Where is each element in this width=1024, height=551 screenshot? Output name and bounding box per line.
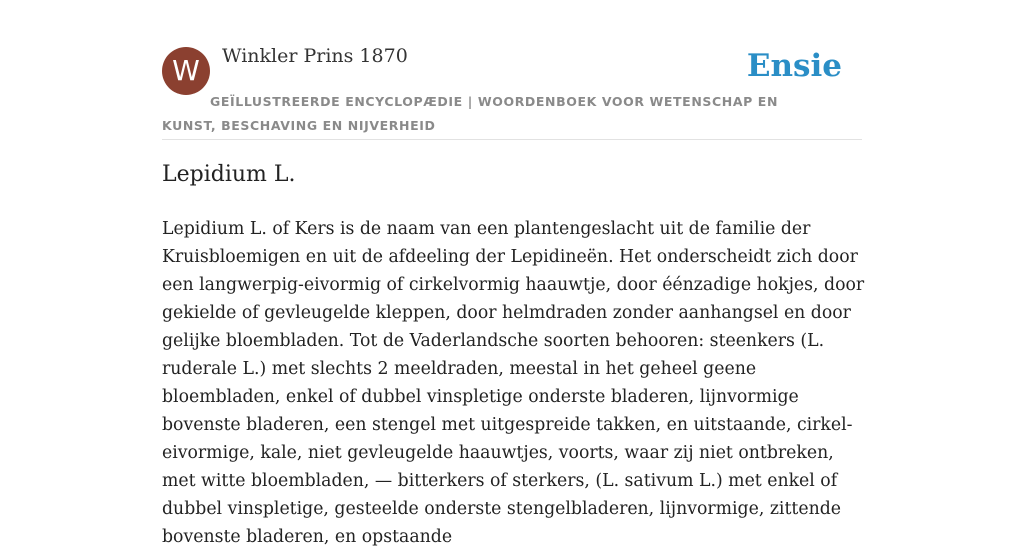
entry-body: Lepidium L. of Kers is de naam van een plantengeslacht uit de familie der Kruisbloemigen en uit de afdeeling der Lepidineën. Het onderscheidt zich door een langwerpig-eivormig of cirkelvormig haauwtje, door éénzadige hokjes, door gekielde of gevleugelde kleppen, door helmdraden zonder aanhangsel en door gelijke bloembladen. Tot de Vaderlandsche soorten behooren: steenkers (L. ruderale L.) met slechts 2 meeldraden, meestal in het geheel geene bloembladen, enkel of dubbel vinspletige onderste bladeren, lijnvormige bovenste bladeren, een stengel met uitgespreide takken, en uitstaande, cirkel-eivormige, kale, niet gevleugelde haauwtjes, voorts, waar zij niet ontbreken, met witte bloembladen, — bitterkers of sterkers, (L. sativum L.) met enkel of dubbel vinspletige, gesteelde onderste stengelbladeren, lijnvormige, zittende bovenste bladeren, en opstaande: [162, 219, 865, 547]
source-title[interactable]: Winkler Prins 1870: [222, 45, 408, 67]
source-header: [162, 0, 862, 140]
source-subtitle: GEÏLLUSTREERDE ENCYCLOPÆDIE | WOORDENBOEK VOOR WETENSCHAP EN KUNST, BESCHAVING EN NIJVERHEID: [162, 94, 779, 133]
entry-title: Lepidium L.: [162, 162, 296, 187]
ensie-logo-link[interactable]: Ensie: [746, 48, 842, 84]
source-avatar[interactable]: W: [162, 47, 210, 95]
